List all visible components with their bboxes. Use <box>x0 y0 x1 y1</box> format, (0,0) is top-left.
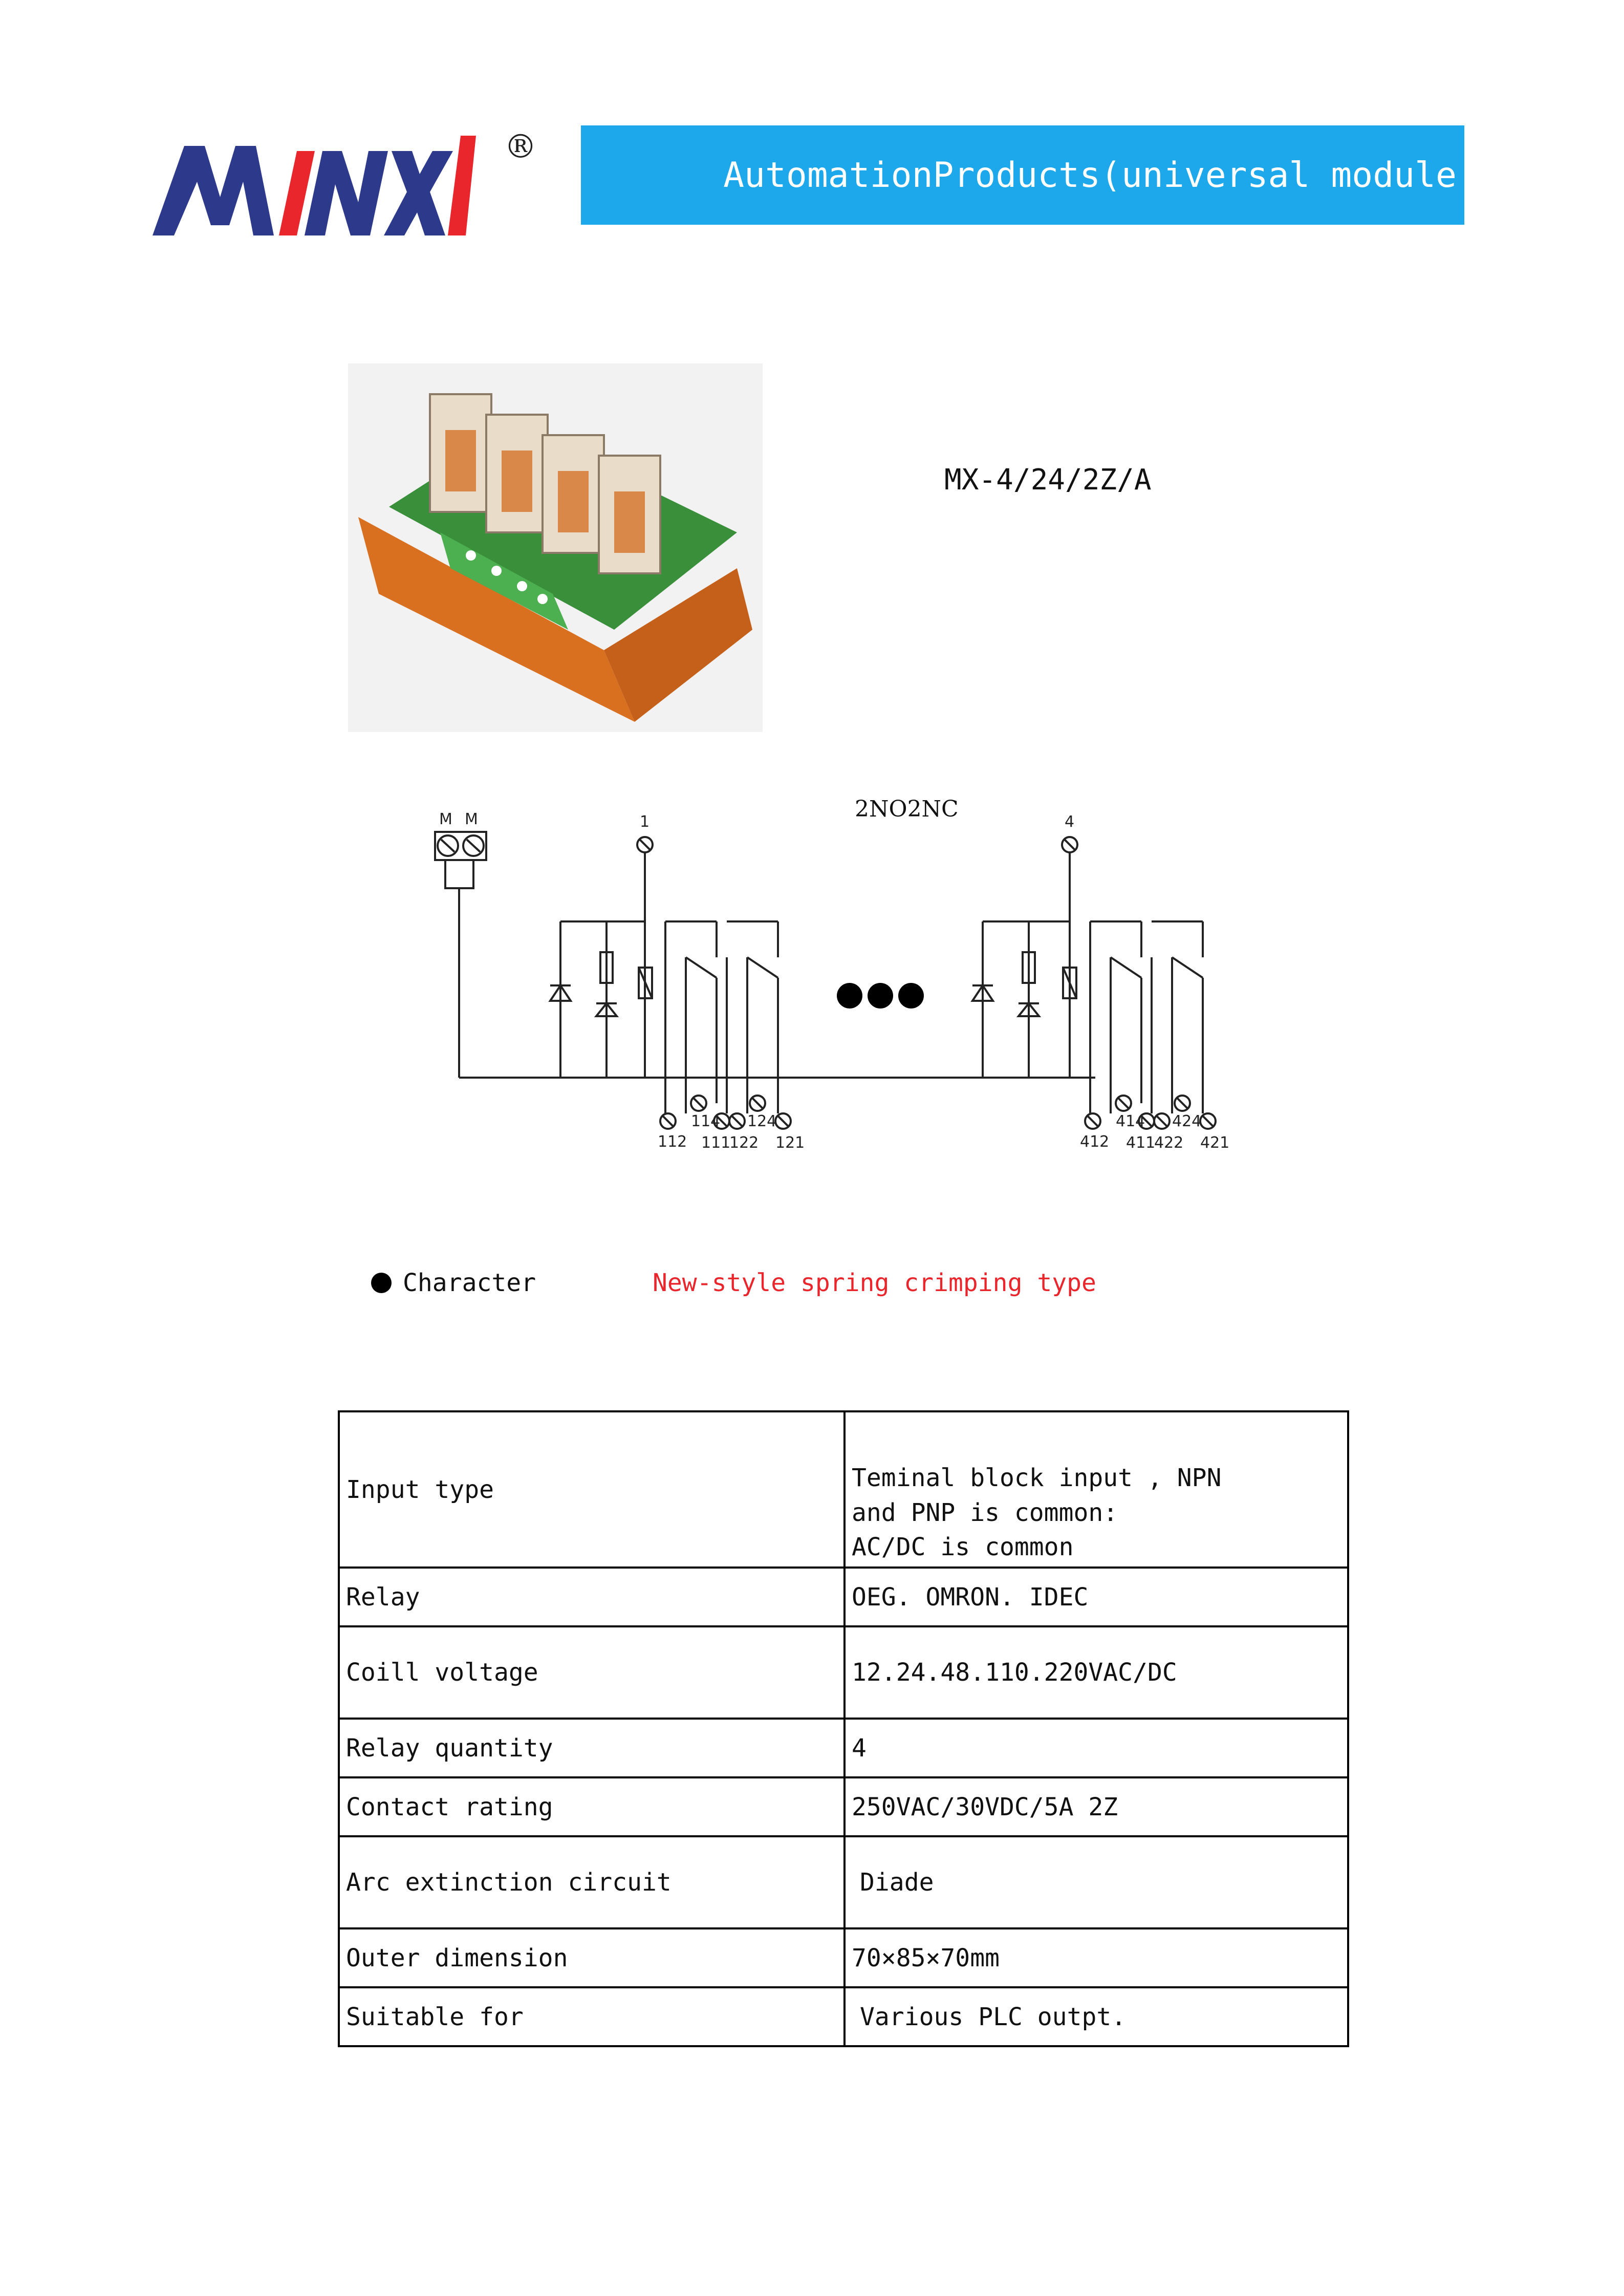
terminal-label: 412 <box>1080 1133 1110 1151</box>
table-row <box>339 1987 1348 2046</box>
table-row <box>339 1928 1348 1987</box>
category-banner <box>581 125 1464 225</box>
terminal-label: 422 <box>1154 1134 1184 1152</box>
spec-value: 12.24.48.110.220VAC/DC <box>845 1626 1348 1719</box>
terminal-label: 111 <box>701 1134 731 1152</box>
spec-value: Diade <box>845 1836 1348 1928</box>
terminal-label: 124 <box>747 1112 777 1130</box>
terminal-label: 112 <box>658 1133 687 1151</box>
relay-module-photo <box>348 363 763 732</box>
spec-key: Relay <box>339 1568 845 1626</box>
terminal-label: 121 <box>775 1134 805 1152</box>
table-row <box>339 1719 1348 1777</box>
contact-type-label: 2NO2NC <box>855 796 959 822</box>
terminal-label: 421 <box>1200 1134 1230 1152</box>
input-terminal-label: M <box>439 810 452 828</box>
terminal-label: 414 <box>1116 1112 1145 1130</box>
registered-mark: ® <box>504 128 537 166</box>
spec-key: Coill voltage <box>339 1626 845 1719</box>
terminal-label: 424 <box>1172 1112 1202 1130</box>
table-row <box>339 1568 1348 1626</box>
character-row <box>371 1269 536 1297</box>
spec-value: OEG. OMRON. IDEC <box>845 1568 1348 1626</box>
spec-value: Various PLC outpt. <box>845 1987 1348 2046</box>
spec-key: Input type <box>339 1411 845 1568</box>
model-number: MX-4/24/2Z/A <box>944 463 1152 497</box>
terminal-label: 411 <box>1126 1134 1156 1152</box>
bullet-icon <box>371 1273 392 1293</box>
channel-4-common-label: 4 <box>1065 813 1075 831</box>
spec-key: Suitable for <box>339 1987 845 2046</box>
table-row <box>339 1626 1348 1719</box>
spec-value: 4 <box>845 1719 1348 1777</box>
character-label: Character <box>403 1269 536 1297</box>
spec-key: Contact rating <box>339 1777 845 1836</box>
spec-key: Outer dimension <box>339 1928 845 1987</box>
terminal-label: 114 <box>691 1112 721 1130</box>
spec-key: Relay quantity <box>339 1719 845 1777</box>
channel-1-common-label: 1 <box>640 813 650 831</box>
wiring-diagram <box>399 783 1295 1172</box>
spec-value: Teminal block input , NPN and PNP is common: AC/DC is common <box>845 1411 1348 1568</box>
spec-table <box>338 1410 1349 2047</box>
terminal-label: 122 <box>729 1134 759 1152</box>
spec-value: 250VAC/30VDC/5A 2Z <box>845 1777 1348 1836</box>
minxi-logo <box>148 120 476 238</box>
spec-value: 70×85×70mm <box>845 1928 1348 1987</box>
character-value: New-style spring crimping type <box>653 1269 1096 1297</box>
table-row <box>339 1836 1348 1928</box>
table-row <box>339 1777 1348 1836</box>
input-terminal-label: M <box>465 810 478 828</box>
banner-text: AutomationProducts(universal module <box>723 155 1457 196</box>
spec-key: Arc extinction circuit <box>339 1836 845 1928</box>
table-row <box>339 1411 1348 1568</box>
